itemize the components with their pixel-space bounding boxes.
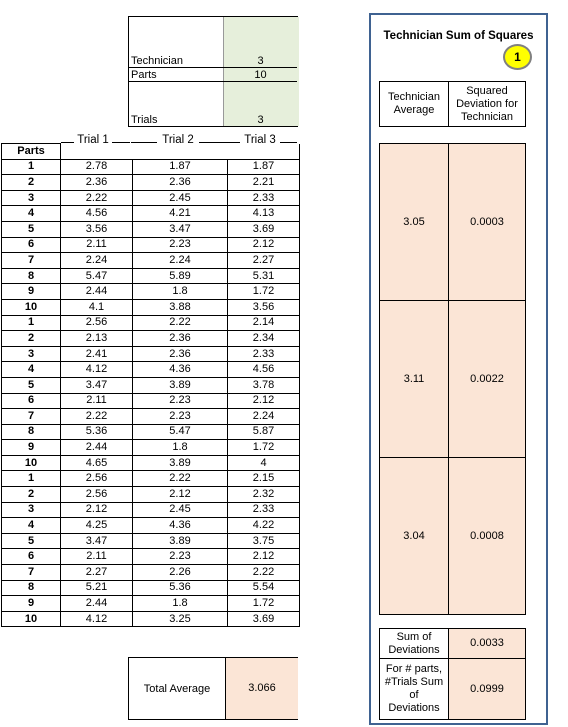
parameters-block [128, 16, 298, 127]
trial-2-header: Trial 2 [157, 134, 199, 146]
trial-1-cell: 2.44 [61, 440, 133, 456]
final-sum-label: For # parts, #Trials Sum of Deviations [379, 658, 449, 720]
part-number-cell: 9 [2, 596, 61, 612]
trial-2-cell: 3.88 [133, 299, 228, 315]
trial-2-cell: 3.47 [133, 221, 228, 237]
trial-1-cell: 3.47 [61, 533, 133, 549]
trial-3-cell: 2.24 [228, 409, 300, 425]
trial-1-cell: 2.13 [61, 331, 133, 347]
part-number-cell: 7 [2, 565, 61, 581]
trial-1-header: Trial 1 [74, 134, 112, 146]
technician-3-average: 3.04 [379, 457, 449, 615]
part-number-cell: 4 [2, 362, 61, 378]
trial-2-cell: 4.36 [133, 518, 228, 534]
trial-3-cell: 2.27 [228, 253, 300, 269]
trial-3-cell: 2.34 [228, 331, 300, 347]
table-row [2, 487, 300, 503]
parts-value: 10 [254, 69, 267, 81]
trial-2-cell: 2.23 [133, 409, 228, 425]
trial-3-cell: 5.87 [228, 424, 300, 440]
part-number-cell: 5 [2, 533, 61, 549]
trial-1-cell: 2.56 [61, 487, 133, 503]
total-average-value: 3.066 [225, 658, 298, 719]
table-row [2, 190, 300, 206]
trial-1-cell: 2.24 [61, 253, 133, 269]
part-number-cell: 3 [2, 502, 61, 518]
table-row [2, 299, 300, 315]
trial-1-cell: 2.22 [61, 409, 133, 425]
trial-1-cell: 5.47 [61, 268, 133, 284]
part-number-cell: 7 [2, 409, 61, 425]
part-number-cell: 5 [2, 377, 61, 393]
parts-row [129, 68, 297, 82]
technician-value: 3 [257, 55, 264, 67]
part-number-cell: 6 [2, 237, 61, 253]
trial-2-cell: 3.89 [133, 377, 228, 393]
trial-2-cell: 2.45 [133, 190, 228, 206]
part-number-cell: 6 [2, 393, 61, 409]
trial-2-cell: 2.22 [133, 315, 228, 331]
table-row [2, 362, 300, 378]
trial-1-cell: 2.11 [61, 549, 133, 565]
table-row [2, 440, 300, 456]
technician-2-sq-dev: 0.0022 [448, 300, 526, 458]
trial-2-cell: 1.8 [133, 284, 228, 300]
trial-1-cell: 2.22 [61, 190, 133, 206]
part-number-cell: 5 [2, 221, 61, 237]
part-number-cell: 8 [2, 580, 61, 596]
table-header-row [2, 144, 300, 160]
trial-2-cell: 4.36 [133, 362, 228, 378]
total-average-label: Total Average [143, 683, 211, 695]
trial-2-cell: 2.23 [133, 393, 228, 409]
part-number-cell: 1 [2, 159, 61, 175]
trial-1-cell: 4.1 [61, 299, 133, 315]
trial-2-cell: 2.36 [133, 175, 228, 191]
parts-column-header: Parts [2, 144, 61, 160]
table-row [2, 533, 300, 549]
trials-label: Trials [131, 114, 158, 126]
trial-1-cell: 2.27 [61, 565, 133, 581]
trial-1-cell: 4.25 [61, 518, 133, 534]
part-number-cell: 9 [2, 284, 61, 300]
table-row [2, 580, 300, 596]
trial-1-cell: 5.36 [61, 424, 133, 440]
trial-2-cell: 5.36 [133, 580, 228, 596]
trial-1-cell: 2.12 [61, 502, 133, 518]
part-number-cell: 2 [2, 175, 61, 191]
part-number-cell: 3 [2, 190, 61, 206]
trial-3-cell: 2.15 [228, 471, 300, 487]
table-row [2, 596, 300, 612]
trial-1-cell: 4.65 [61, 455, 133, 471]
trial-2-cell: 2.23 [133, 549, 228, 565]
table-row [2, 611, 300, 627]
part-number-cell: 10 [2, 299, 61, 315]
trial-2-cell: 1.8 [133, 440, 228, 456]
trial-2-cell: 3.89 [133, 455, 228, 471]
trial-3-cell: 4.22 [228, 518, 300, 534]
trial-3-cell: 2.32 [228, 487, 300, 503]
technician-1-average: 3.05 [379, 143, 449, 301]
trial-1-cell: 4.12 [61, 611, 133, 627]
table-row [2, 346, 300, 362]
total-average-box [128, 657, 298, 720]
trial-2-cell: 1.87 [133, 159, 228, 175]
trial-2-cell: 2.12 [133, 487, 228, 503]
part-number-cell: 1 [2, 471, 61, 487]
trial-3-cell: 1.72 [228, 596, 300, 612]
trial-3-cell: 3.69 [228, 221, 300, 237]
parts-label: Parts [131, 69, 157, 81]
trial-3-cell: 2.21 [228, 175, 300, 191]
final-sum-value: 0.0999 [448, 658, 526, 720]
table-row [2, 471, 300, 487]
trial-1-cell: 2.56 [61, 471, 133, 487]
header-spacer [61, 144, 133, 160]
trial-1-cell: 4.12 [61, 362, 133, 378]
trial-3-cell: 2.22 [228, 565, 300, 581]
table-row [2, 409, 300, 425]
technician-average-header: Technician Average [379, 81, 449, 127]
part-number-cell: 10 [2, 455, 61, 471]
trial-3-cell: 3.56 [228, 299, 300, 315]
trial-1-cell: 2.36 [61, 175, 133, 191]
sum-of-deviations-label: Sum of Deviations [379, 628, 449, 659]
trial-1-cell: 2.41 [61, 346, 133, 362]
trial-2-cell: 2.23 [133, 237, 228, 253]
trial-2-cell: 2.45 [133, 502, 228, 518]
trial-3-cell: 3.75 [228, 533, 300, 549]
trial-3-cell: 2.14 [228, 315, 300, 331]
part-number-cell: 1 [2, 315, 61, 331]
part-number-cell: 8 [2, 424, 61, 440]
trial-1-cell: 4.56 [61, 206, 133, 222]
trial-data-table [1, 143, 300, 627]
trial-3-cell: 1.72 [228, 284, 300, 300]
part-number-cell: 10 [2, 611, 61, 627]
table-row [2, 237, 300, 253]
table-row [2, 455, 300, 471]
part-number-cell: 2 [2, 331, 61, 347]
table-row [2, 206, 300, 222]
technician-row [129, 53, 297, 68]
trial-1-cell: 2.78 [61, 159, 133, 175]
trial-2-cell: 3.25 [133, 611, 228, 627]
trial-2-cell: 5.47 [133, 424, 228, 440]
trial-3-cell: 4.56 [228, 362, 300, 378]
trial-2-cell: 1.8 [133, 596, 228, 612]
table-row [2, 565, 300, 581]
trial-3-cell: 2.33 [228, 346, 300, 362]
table-row [2, 518, 300, 534]
trial-2-cell: 2.26 [133, 565, 228, 581]
trial-1-cell: 5.21 [61, 580, 133, 596]
part-number-cell: 6 [2, 549, 61, 565]
part-number-cell: 2 [2, 487, 61, 503]
part-number-cell: 3 [2, 346, 61, 362]
part-number-cell: 7 [2, 253, 61, 269]
table-row [2, 268, 300, 284]
technician-1-sq-dev: 0.0003 [448, 143, 526, 301]
table-row [2, 315, 300, 331]
trial-2-cell: 2.36 [133, 331, 228, 347]
squared-deviation-header: Squared Deviation for Technician [448, 81, 526, 127]
trial-3-cell: 2.33 [228, 502, 300, 518]
trial-2-cell: 2.24 [133, 253, 228, 269]
technician-sum-of-squares-panel [369, 13, 548, 725]
technician-2-average: 3.11 [379, 300, 449, 458]
trial-3-cell: 1.72 [228, 440, 300, 456]
trial-3-cell: 5.54 [228, 580, 300, 596]
table-row [2, 393, 300, 409]
table-row [2, 159, 300, 175]
trial-3-cell: 2.12 [228, 549, 300, 565]
table-row [2, 424, 300, 440]
trial-2-cell: 4.21 [133, 206, 228, 222]
sum-of-deviations-value: 0.0033 [448, 628, 526, 659]
table-row [2, 331, 300, 347]
trial-3-cell: 3.69 [228, 611, 300, 627]
header-spacer [228, 144, 300, 160]
table-row [2, 253, 300, 269]
part-number-cell: 4 [2, 518, 61, 534]
trials-row [129, 112, 297, 126]
step-badge: 1 [503, 44, 532, 70]
trial-2-cell: 3.89 [133, 533, 228, 549]
technician-3-sq-dev: 0.0008 [448, 457, 526, 615]
trial-1-cell: 2.11 [61, 393, 133, 409]
trial-2-cell: 5.89 [133, 268, 228, 284]
panel-title: Technician Sum of Squares [383, 30, 534, 42]
trial-1-cell: 2.44 [61, 596, 133, 612]
trial-3-cell: 2.12 [228, 237, 300, 253]
part-number-cell: 4 [2, 206, 61, 222]
trial-3-cell: 1.87 [228, 159, 300, 175]
trial-2-cell: 2.22 [133, 471, 228, 487]
part-number-cell: 9 [2, 440, 61, 456]
header-spacer [133, 144, 228, 160]
trial-3-header: Trial 3 [240, 134, 280, 146]
table-row [2, 221, 300, 237]
table-row [2, 284, 300, 300]
trial-3-cell: 2.12 [228, 393, 300, 409]
trial-1-cell: 2.11 [61, 237, 133, 253]
trial-2-cell: 2.36 [133, 346, 228, 362]
trial-3-cell: 4.13 [228, 206, 300, 222]
part-number-cell: 8 [2, 268, 61, 284]
trial-1-cell: 3.56 [61, 221, 133, 237]
table-row [2, 175, 300, 191]
trial-3-cell: 4 [228, 455, 300, 471]
table-row [2, 549, 300, 565]
trials-value: 3 [257, 114, 264, 126]
trial-1-cell: 2.56 [61, 315, 133, 331]
table-row [2, 502, 300, 518]
technician-label: Technician [131, 55, 183, 67]
trial-3-cell: 2.33 [228, 190, 300, 206]
table-row [2, 377, 300, 393]
trial-1-cell: 3.47 [61, 377, 133, 393]
trial-3-cell: 5.31 [228, 268, 300, 284]
trial-3-cell: 3.78 [228, 377, 300, 393]
trial-1-cell: 2.44 [61, 284, 133, 300]
